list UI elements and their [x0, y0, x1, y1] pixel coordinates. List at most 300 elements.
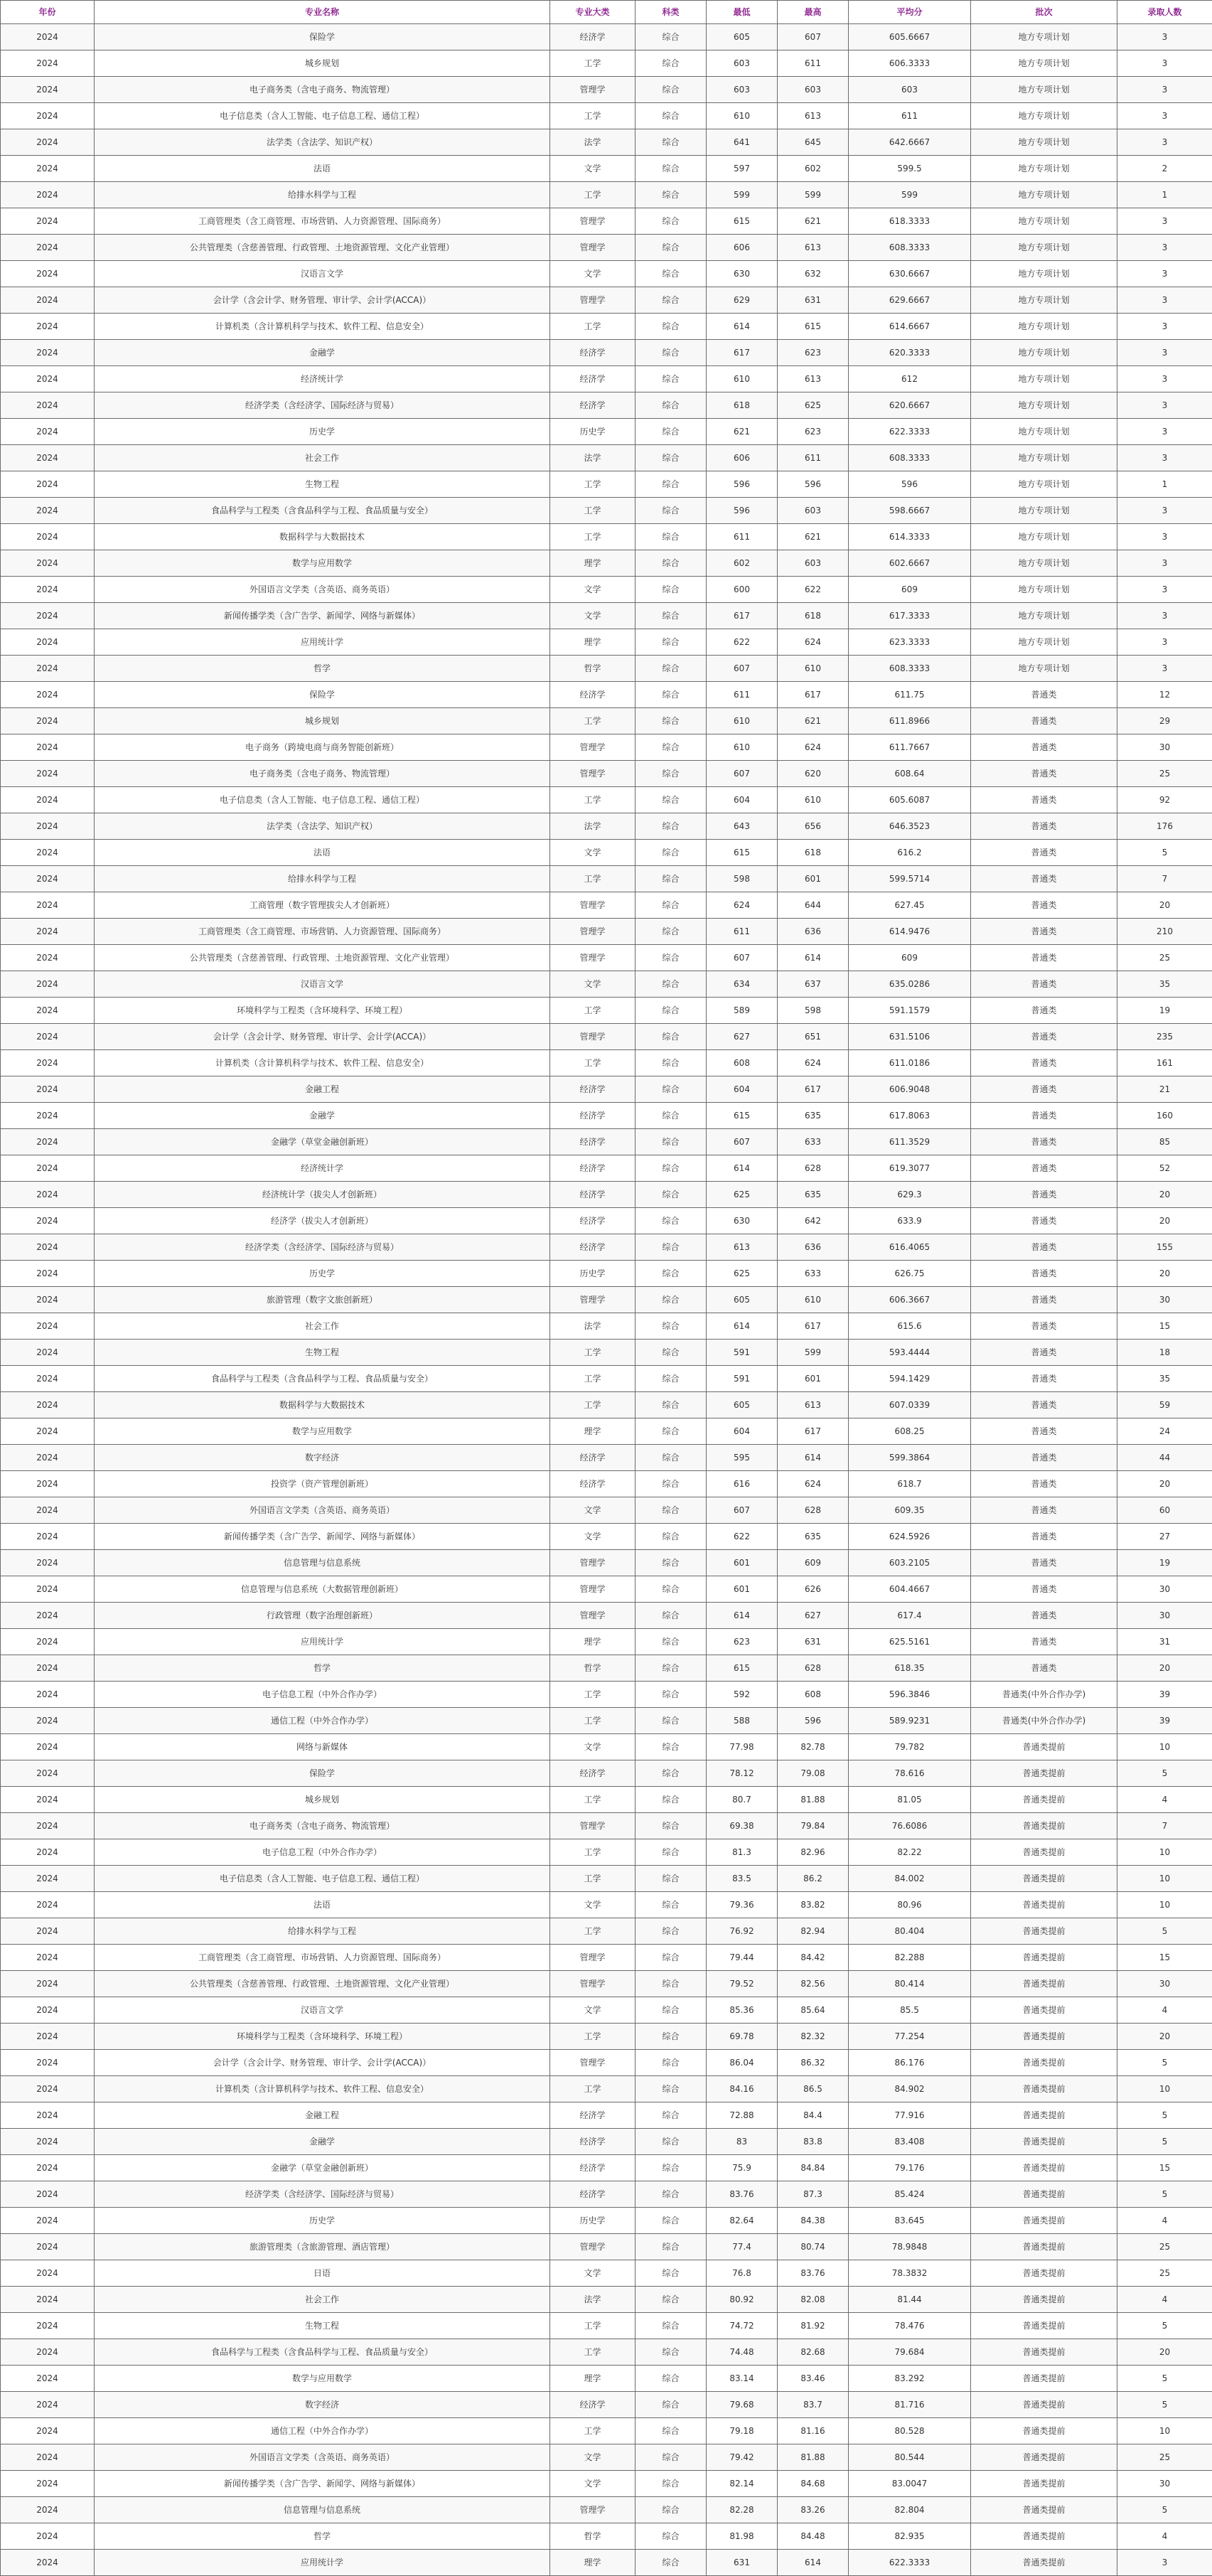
- table-row: [1, 1076, 1212, 1103]
- cell-year: 2024: [1, 840, 95, 866]
- cell-major-name: 信息管理与信息系统（大数据管理创新班）: [95, 1576, 550, 1603]
- cell-max-score: 623: [778, 340, 849, 366]
- cell-major-name: 数学与应用数学: [95, 1418, 550, 1445]
- cell-average-score: 77.916: [849, 2102, 971, 2129]
- cell-subject-type: 综合: [636, 2497, 707, 2523]
- cell-average-score: 81.05: [849, 1787, 971, 1813]
- cell-major-name: 金融工程: [95, 2102, 550, 2129]
- cell-major-category: 文学: [550, 1497, 636, 1524]
- cell-admitted-count: 35: [1117, 1366, 1212, 1392]
- cell-major-name: 经济学类（含经济学、国际经济与贸易）: [95, 2181, 550, 2208]
- cell-year: 2024: [1, 524, 95, 550]
- cell-batch: 普通类提前: [971, 2418, 1117, 2444]
- cell-major-name: 金融学: [95, 2129, 550, 2155]
- cell-batch: 普通类提前: [971, 1787, 1117, 1813]
- cell-min-score: 588: [707, 1708, 778, 1734]
- cell-major-name: 食品科学与工程类（含食品科学与工程、食品质量与安全）: [95, 498, 550, 524]
- cell-min-score: 74.72: [707, 2313, 778, 2339]
- cell-major-name: 外国语言文学类（含英语、商务英语）: [95, 2444, 550, 2471]
- table-row: [1, 1261, 1212, 1287]
- cell-admitted-count: 3: [1117, 2550, 1212, 2576]
- cell-major-category: 理学: [550, 629, 636, 656]
- cell-subject-type: 综合: [636, 2392, 707, 2418]
- cell-max-score: 85.64: [778, 1997, 849, 2024]
- cell-min-score: 616: [707, 1471, 778, 1497]
- cell-subject-type: 综合: [636, 1155, 707, 1182]
- cell-year: 2024: [1, 2444, 95, 2471]
- table-row: [1, 156, 1212, 182]
- cell-major-category: 法学: [550, 129, 636, 156]
- cell-major-category: 理学: [550, 550, 636, 577]
- cell-subject-type: 综合: [636, 524, 707, 550]
- table-row: [1, 1918, 1212, 1945]
- cell-average-score: 611.3529: [849, 1129, 971, 1155]
- cell-admitted-count: 30: [1117, 1576, 1212, 1603]
- cell-max-score: 633: [778, 1129, 849, 1155]
- cell-subject-type: 综合: [636, 2155, 707, 2181]
- cell-admitted-count: 5: [1117, 2129, 1212, 2155]
- cell-average-score: 608.25: [849, 1418, 971, 1445]
- cell-max-score: 599: [778, 1340, 849, 1366]
- table-row: [1, 866, 1212, 892]
- cell-year: 2024: [1, 1997, 95, 2024]
- cell-min-score: 80.92: [707, 2287, 778, 2313]
- cell-major-name: 数学与应用数学: [95, 550, 550, 577]
- header-subject-type: 科类: [636, 1, 707, 24]
- cell-major-category: 经济学: [550, 24, 636, 50]
- cell-average-score: 614.6667: [849, 314, 971, 340]
- cell-average-score: 617.8063: [849, 1103, 971, 1129]
- cell-year: 2024: [1, 1787, 95, 1813]
- cell-major-category: 经济学: [550, 2129, 636, 2155]
- cell-batch: 地方专项计划: [971, 314, 1117, 340]
- cell-average-score: 618.7: [849, 1471, 971, 1497]
- cell-subject-type: 综合: [636, 971, 707, 998]
- cell-max-score: 620: [778, 761, 849, 787]
- cell-max-score: 81.88: [778, 1787, 849, 1813]
- table-row: [1, 945, 1212, 971]
- cell-major-name: 信息管理与信息系统: [95, 2497, 550, 2523]
- cell-admitted-count: 25: [1117, 761, 1212, 787]
- cell-max-score: 618: [778, 603, 849, 629]
- cell-subject-type: 综合: [636, 2050, 707, 2076]
- table-row: [1, 1129, 1212, 1155]
- cell-admitted-count: 10: [1117, 1734, 1212, 1760]
- cell-major-name: 经济学类（含经济学、国际经济与贸易）: [95, 1234, 550, 1261]
- cell-major-name: 公共管理类（含慈善管理、行政管理、土地资源管理、文化产业管理）: [95, 1971, 550, 1997]
- cell-max-score: 628: [778, 1497, 849, 1524]
- cell-average-score: 78.3832: [849, 2260, 971, 2287]
- cell-major-name: 金融学: [95, 340, 550, 366]
- cell-max-score: 608: [778, 1682, 849, 1708]
- cell-major-category: 经济学: [550, 392, 636, 419]
- cell-batch: 普通类: [971, 1313, 1117, 1340]
- cell-year: 2024: [1, 1445, 95, 1471]
- cell-admitted-count: 1: [1117, 182, 1212, 208]
- cell-max-score: 637: [778, 971, 849, 998]
- cell-batch: 普通类: [971, 1182, 1117, 1208]
- cell-max-score: 623: [778, 419, 849, 445]
- cell-max-score: 610: [778, 656, 849, 682]
- cell-average-score: 642.6667: [849, 129, 971, 156]
- cell-max-score: 631: [778, 1629, 849, 1655]
- cell-major-name: 金融工程: [95, 1076, 550, 1103]
- cell-major-name: 食品科学与工程类（含食品科学与工程、食品质量与安全）: [95, 2339, 550, 2366]
- cell-average-score: 619.3077: [849, 1155, 971, 1182]
- cell-average-score: 607.0339: [849, 1392, 971, 1418]
- cell-average-score: 626.75: [849, 1261, 971, 1287]
- cell-subject-type: 综合: [636, 2024, 707, 2050]
- cell-admitted-count: 30: [1117, 1603, 1212, 1629]
- cell-major-category: 工学: [550, 708, 636, 734]
- cell-year: 2024: [1, 1103, 95, 1129]
- cell-admitted-count: 3: [1117, 603, 1212, 629]
- cell-major-category: 管理学: [550, 287, 636, 314]
- cell-major-category: 工学: [550, 1366, 636, 1392]
- cell-average-score: 83.0047: [849, 2471, 971, 2497]
- cell-batch: 普通类: [971, 1445, 1117, 1471]
- cell-major-category: 工学: [550, 787, 636, 813]
- table-row: [1, 892, 1212, 919]
- cell-subject-type: 综合: [636, 1629, 707, 1655]
- cell-admitted-count: 10: [1117, 1839, 1212, 1866]
- table-row: [1, 1234, 1212, 1261]
- cell-subject-type: 综合: [636, 1287, 707, 1313]
- cell-year: 2024: [1, 1129, 95, 1155]
- cell-average-score: 84.002: [849, 1866, 971, 1892]
- cell-min-score: 76.92: [707, 1918, 778, 1945]
- cell-year: 2024: [1, 2418, 95, 2444]
- cell-year: 2024: [1, 1076, 95, 1103]
- cell-average-score: 79.176: [849, 2155, 971, 2181]
- cell-subject-type: 综合: [636, 2260, 707, 2287]
- cell-year: 2024: [1, 1208, 95, 1234]
- cell-max-score: 632: [778, 261, 849, 287]
- cell-batch: 普通类(中外合作办学): [971, 1682, 1117, 1708]
- cell-major-category: 工学: [550, 1866, 636, 1892]
- table-row: [1, 340, 1212, 366]
- cell-average-score: 609: [849, 945, 971, 971]
- cell-year: 2024: [1, 2392, 95, 2418]
- cell-major-category: 工学: [550, 1340, 636, 1366]
- cell-min-score: 641: [707, 129, 778, 156]
- cell-min-score: 79.18: [707, 2418, 778, 2444]
- cell-min-score: 613: [707, 1234, 778, 1261]
- table-row: [1, 2234, 1212, 2260]
- cell-subject-type: 综合: [636, 182, 707, 208]
- cell-subject-type: 综合: [636, 261, 707, 287]
- cell-subject-type: 综合: [636, 1576, 707, 1603]
- cell-batch: 普通类提前: [971, 2444, 1117, 2471]
- cell-major-name: 外国语言文学类（含英语、商务英语）: [95, 577, 550, 603]
- cell-average-score: 79.684: [849, 2339, 971, 2366]
- cell-major-category: 工学: [550, 1787, 636, 1813]
- cell-subject-type: 综合: [636, 1261, 707, 1287]
- cell-major-name: 新闻传播学类（含广告学、新闻学、网络与新媒体）: [95, 603, 550, 629]
- cell-batch: 普通类提前: [971, 1997, 1117, 2024]
- cell-admitted-count: 15: [1117, 2155, 1212, 2181]
- cell-min-score: 608: [707, 1050, 778, 1076]
- cell-batch: 地方专项计划: [971, 103, 1117, 129]
- cell-batch: 地方专项计划: [971, 50, 1117, 77]
- cell-subject-type: 综合: [636, 1182, 707, 1208]
- cell-year: 2024: [1, 1182, 95, 1208]
- cell-subject-type: 综合: [636, 2444, 707, 2471]
- cell-max-score: 621: [778, 524, 849, 550]
- cell-subject-type: 综合: [636, 577, 707, 603]
- cell-major-name: 会计学（含会计学、财务管理、审计学、会计学(ACCA)）: [95, 2050, 550, 2076]
- table-row: [1, 103, 1212, 129]
- cell-batch: 地方专项计划: [971, 129, 1117, 156]
- cell-min-score: 601: [707, 1576, 778, 1603]
- cell-subject-type: 综合: [636, 2234, 707, 2260]
- table-row: [1, 629, 1212, 656]
- cell-major-name: 哲学: [95, 2523, 550, 2550]
- cell-admitted-count: 25: [1117, 945, 1212, 971]
- cell-min-score: 627: [707, 1024, 778, 1050]
- cell-batch: 普通类: [971, 1550, 1117, 1576]
- cell-major-category: 文学: [550, 261, 636, 287]
- cell-subject-type: 综合: [636, 945, 707, 971]
- table-row: [1, 2050, 1212, 2076]
- cell-admitted-count: 20: [1117, 1182, 1212, 1208]
- cell-major-name: 生物工程: [95, 1340, 550, 1366]
- cell-year: 2024: [1, 945, 95, 971]
- cell-year: 2024: [1, 1839, 95, 1866]
- cell-max-score: 79.84: [778, 1813, 849, 1839]
- cell-max-score: 84.68: [778, 2471, 849, 2497]
- cell-batch: 普通类提前: [971, 2024, 1117, 2050]
- cell-batch: 普通类: [971, 813, 1117, 840]
- cell-batch: 普通类: [971, 1208, 1117, 1234]
- cell-major-name: 数字经济: [95, 1445, 550, 1471]
- table-row: [1, 734, 1212, 761]
- cell-year: 2024: [1, 2129, 95, 2155]
- cell-admitted-count: 12: [1117, 682, 1212, 708]
- cell-major-category: 法学: [550, 445, 636, 471]
- cell-max-score: 625: [778, 392, 849, 419]
- cell-major-category: 工学: [550, 182, 636, 208]
- cell-year: 2024: [1, 1155, 95, 1182]
- cell-year: 2024: [1, 1550, 95, 1576]
- cell-max-score: 617: [778, 1313, 849, 1340]
- cell-min-score: 623: [707, 1629, 778, 1655]
- cell-admitted-count: 19: [1117, 998, 1212, 1024]
- cell-major-name: 社会工作: [95, 1313, 550, 1340]
- cell-admitted-count: 5: [1117, 2366, 1212, 2392]
- cell-major-category: 经济学: [550, 366, 636, 392]
- cell-batch: 地方专项计划: [971, 656, 1117, 682]
- cell-admitted-count: 25: [1117, 2260, 1212, 2287]
- cell-max-score: 624: [778, 1471, 849, 1497]
- cell-subject-type: 综合: [636, 1918, 707, 1945]
- cell-year: 2024: [1, 2471, 95, 2497]
- cell-major-name: 计算机类（含计算机科学与技术、软件工程、信息安全）: [95, 2076, 550, 2102]
- cell-major-category: 工学: [550, 1918, 636, 1945]
- cell-year: 2024: [1, 445, 95, 471]
- cell-year: 2024: [1, 2208, 95, 2234]
- cell-max-score: 624: [778, 629, 849, 656]
- cell-average-score: 76.6086: [849, 1813, 971, 1839]
- cell-min-score: 614: [707, 1603, 778, 1629]
- table-row: [1, 656, 1212, 682]
- cell-subject-type: 综合: [636, 2523, 707, 2550]
- cell-year: 2024: [1, 682, 95, 708]
- cell-admitted-count: 5: [1117, 1918, 1212, 1945]
- cell-subject-type: 综合: [636, 2313, 707, 2339]
- cell-major-category: 哲学: [550, 2523, 636, 2550]
- cell-min-score: 76.8: [707, 2260, 778, 2287]
- cell-admitted-count: 35: [1117, 971, 1212, 998]
- cell-max-score: 644: [778, 892, 849, 919]
- table-row: [1, 1524, 1212, 1550]
- cell-major-name: 新闻传播学类（含广告学、新闻学、网络与新媒体）: [95, 2471, 550, 2497]
- cell-admitted-count: 2: [1117, 156, 1212, 182]
- cell-major-category: 哲学: [550, 656, 636, 682]
- cell-year: 2024: [1, 314, 95, 340]
- cell-batch: 普通类: [971, 998, 1117, 1024]
- cell-subject-type: 综合: [636, 1892, 707, 1918]
- cell-max-score: 642: [778, 1208, 849, 1234]
- cell-subject-type: 综合: [636, 1524, 707, 1550]
- cell-batch: 普通类: [971, 919, 1117, 945]
- cell-min-score: 618: [707, 392, 778, 419]
- cell-admitted-count: 20: [1117, 1655, 1212, 1682]
- cell-min-score: 77.4: [707, 2234, 778, 2260]
- table-row: [1, 2392, 1212, 2418]
- cell-min-score: 607: [707, 1129, 778, 1155]
- cell-average-score: 614.9476: [849, 919, 971, 945]
- cell-major-name: 工商管理类（含工商管理、市场营销、人力资源管理、国际商务）: [95, 208, 550, 235]
- cell-min-score: 82.14: [707, 2471, 778, 2497]
- cell-subject-type: 综合: [636, 998, 707, 1024]
- table-row: [1, 2339, 1212, 2366]
- table-row: [1, 2076, 1212, 2102]
- cell-major-name: 会计学（含会计学、财务管理、审计学、会计学(ACCA)）: [95, 1024, 550, 1050]
- cell-average-score: 80.404: [849, 1918, 971, 1945]
- cell-subject-type: 综合: [636, 24, 707, 50]
- cell-min-score: 591: [707, 1340, 778, 1366]
- cell-subject-type: 综合: [636, 1839, 707, 1866]
- cell-average-score: 609.35: [849, 1497, 971, 1524]
- cell-admitted-count: 5: [1117, 2313, 1212, 2339]
- cell-major-name: 哲学: [95, 656, 550, 682]
- cell-major-category: 管理学: [550, 1603, 636, 1629]
- cell-batch: 普通类: [971, 1471, 1117, 1497]
- cell-admitted-count: 3: [1117, 445, 1212, 471]
- cell-year: 2024: [1, 1050, 95, 1076]
- cell-admitted-count: 3: [1117, 498, 1212, 524]
- cell-subject-type: 综合: [636, 2550, 707, 2576]
- cell-year: 2024: [1, 1629, 95, 1655]
- cell-major-name: 投资学（资产管理创新班）: [95, 1471, 550, 1497]
- cell-major-name: 给排水科学与工程: [95, 866, 550, 892]
- cell-admitted-count: 3: [1117, 129, 1212, 156]
- cell-batch: 地方专项计划: [971, 498, 1117, 524]
- cell-year: 2024: [1, 156, 95, 182]
- cell-major-category: 管理学: [550, 1971, 636, 1997]
- header-major-name: 专业名称: [95, 1, 550, 24]
- cell-min-score: 604: [707, 787, 778, 813]
- cell-major-name: 哲学: [95, 1655, 550, 1682]
- cell-min-score: 596: [707, 498, 778, 524]
- cell-subject-type: 综合: [636, 1471, 707, 1497]
- cell-admitted-count: 3: [1117, 577, 1212, 603]
- table-row: [1, 50, 1212, 77]
- cell-year: 2024: [1, 1024, 95, 1050]
- cell-min-score: 83.5: [707, 1866, 778, 1892]
- cell-subject-type: 综合: [636, 1708, 707, 1734]
- cell-major-name: 新闻传播学类（含广告学、新闻学、网络与新媒体）: [95, 1524, 550, 1550]
- cell-major-name: 计算机类（含计算机科学与技术、软件工程、信息安全）: [95, 1050, 550, 1076]
- cell-major-category: 管理学: [550, 761, 636, 787]
- cell-min-score: 601: [707, 1550, 778, 1576]
- cell-average-score: 611.0186: [849, 1050, 971, 1076]
- cell-max-score: 656: [778, 813, 849, 840]
- cell-admitted-count: 3: [1117, 340, 1212, 366]
- cell-major-category: 法学: [550, 2287, 636, 2313]
- cell-year: 2024: [1, 866, 95, 892]
- cell-year: 2024: [1, 419, 95, 445]
- cell-batch: 普通类提前: [971, 1971, 1117, 1997]
- cell-subject-type: 综合: [636, 603, 707, 629]
- cell-min-score: 622: [707, 629, 778, 656]
- cell-major-name: 电子信息类（含人工智能、电子信息工程、通信工程）: [95, 103, 550, 129]
- cell-year: 2024: [1, 498, 95, 524]
- cell-batch: 普通类提前: [971, 2181, 1117, 2208]
- cell-batch: 普通类提前: [971, 1839, 1117, 1866]
- cell-average-score: 599.5714: [849, 866, 971, 892]
- cell-min-score: 604: [707, 1076, 778, 1103]
- cell-batch: 普通类提前: [971, 2260, 1117, 2287]
- cell-average-score: 82.22: [849, 1839, 971, 1866]
- cell-average-score: 614.3333: [849, 524, 971, 550]
- cell-batch: 普通类: [971, 682, 1117, 708]
- cell-major-category: 文学: [550, 971, 636, 998]
- cell-batch: 普通类提前: [971, 2076, 1117, 2102]
- cell-admitted-count: 21: [1117, 1076, 1212, 1103]
- cell-major-category: 法学: [550, 813, 636, 840]
- cell-max-score: 86.32: [778, 2050, 849, 2076]
- cell-batch: 普通类: [971, 1076, 1117, 1103]
- cell-min-score: 589: [707, 998, 778, 1024]
- cell-major-name: 城乡规划: [95, 708, 550, 734]
- cell-major-name: 应用统计学: [95, 1629, 550, 1655]
- cell-batch: 普通类提前: [971, 2287, 1117, 2313]
- cell-min-score: 595: [707, 1445, 778, 1471]
- cell-subject-type: 综合: [636, 77, 707, 103]
- table-row: [1, 182, 1212, 208]
- cell-major-category: 管理学: [550, 919, 636, 945]
- cell-admitted-count: 3: [1117, 366, 1212, 392]
- cell-batch: 普通类: [971, 1024, 1117, 1050]
- cell-admitted-count: 3: [1117, 419, 1212, 445]
- cell-admitted-count: 3: [1117, 103, 1212, 129]
- cell-min-score: 83.14: [707, 2366, 778, 2392]
- cell-major-category: 经济学: [550, 1445, 636, 1471]
- cell-min-score: 79.36: [707, 1892, 778, 1918]
- cell-major-name: 旅游管理（数字文旅创新班）: [95, 1287, 550, 1313]
- cell-admitted-count: 31: [1117, 1629, 1212, 1655]
- cell-batch: 普通类: [971, 761, 1117, 787]
- cell-average-score: 618.35: [849, 1655, 971, 1682]
- cell-max-score: 81.88: [778, 2444, 849, 2471]
- cell-major-name: 给排水科学与工程: [95, 1918, 550, 1945]
- table-row: [1, 235, 1212, 261]
- cell-admitted-count: 20: [1117, 2024, 1212, 2050]
- cell-subject-type: 综合: [636, 2129, 707, 2155]
- cell-min-score: 617: [707, 340, 778, 366]
